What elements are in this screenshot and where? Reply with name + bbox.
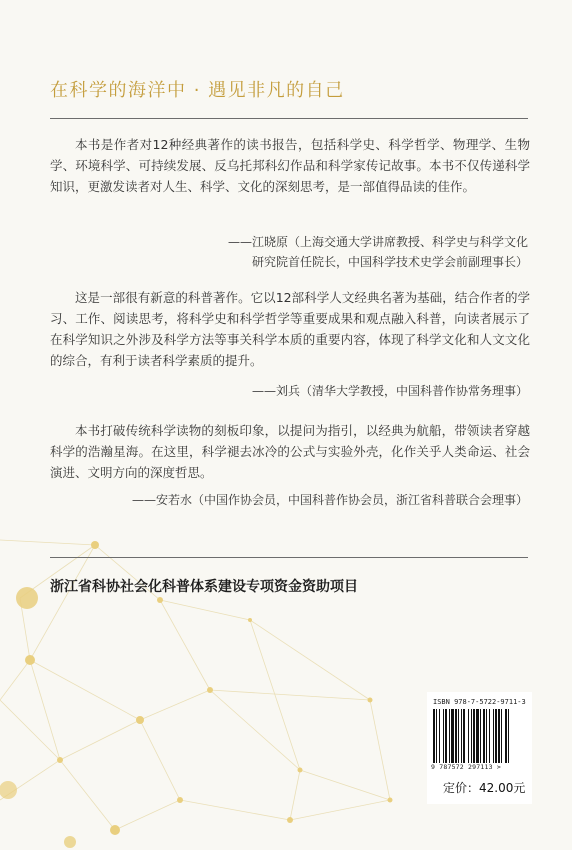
bottom-divider (50, 557, 528, 558)
review-1-signature-line2: 研究院首任院长，中国科学技术史学会前副理事长） (251, 255, 528, 269)
isbn-barcode-block (427, 692, 532, 804)
review-3-signature: ——安若水（中国作协会员，中国科普作协会员，浙江省科普联合会理事） (131, 493, 528, 507)
funding-project-label: 浙江省科协社会化科普体系建设专项资金资助项目 (50, 579, 358, 595)
review-2-text: 这是一部很有新意的科普著作。它以12部科学人文经典名著为基础，结合作者的学习、工作、阅读思考，将科学史和科学哲学等重要成果和观点融入科普，向读者展示了在科学知识之外涉及科学方法等事关科学本质的重要内容，体现了科学文化和人文文化的综合，有利于读者科学素质的提升。 (50, 290, 530, 368)
review-1-signature-line1: ——江晓原（上海交通大学讲席教授、科学史与科学文化 (227, 235, 528, 249)
cover-slogan: 在科学的海洋中 · 遇见非凡的自己 (50, 80, 345, 101)
isbn-label: ISBN 978-7-5722-9711-3 (433, 698, 526, 706)
review-1-text: 本书是作者对12种经典著作的读书报告，包括科学史、科学哲学、物理学、生物学、环境科学、可持续发展、反乌托邦科幻作品和科学家传记故事。本书不仅传递科学知识，更激发读者对人生、科学、文化的深刻思考，是一部值得品读的佳作。 (50, 137, 530, 194)
barcode-icon (433, 709, 526, 763)
review-2-signature: ——刘兵（清华大学教授，中国科普作协常务理事） (251, 384, 528, 398)
review-1-signature (228, 232, 528, 272)
review-3-text: 本书打破传统科学读物的刻板印象，以提问为指引，以经典为航船，带领读者穿越科学的浩瀚星海。在这里，科学褪去冰冷的公式与实验外壳，化作关乎人类命运、社会演进、文明方向的深度哲思。 (50, 423, 530, 480)
price-label: 定价：42.00元 (443, 781, 526, 795)
isbn-digits: 9 787572 297113 > (431, 763, 501, 771)
top-divider (50, 118, 528, 119)
